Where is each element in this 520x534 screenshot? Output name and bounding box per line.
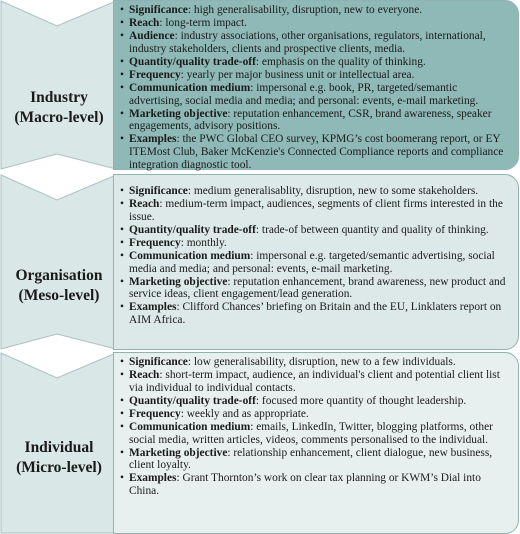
- list-item: • Communication medium: impersonal e.g. book, PR, targeted/semantic advertising, social media and media; and personal: events, e-mail marketing.: [120, 82, 512, 107]
- list-item: • Frequency: monthly.: [120, 237, 512, 250]
- list-item: • Reach: long-term impact.: [120, 17, 512, 30]
- level-name: Individual: [24, 439, 94, 456]
- level-industry: [0, 0, 520, 170]
- attribute-box-organisation: [113, 174, 519, 350]
- level-title-organisation: [0, 266, 118, 306]
- list-item: • Examples: Clifford Chances’ briefing on Britain and the EU, Linklaters report on AIM Africa.: [120, 301, 512, 326]
- level-scope: (Macro-level): [14, 109, 104, 126]
- list-item: • Quantity/quality trade-off: trade-of between quantity and quality of thinking.: [120, 224, 512, 237]
- level-individual: [0, 352, 520, 534]
- attribute-box-individual: [113, 352, 519, 534]
- list-item: • Reach: medium-term impact, audiences, segments of client firms interested in the issue.: [120, 198, 512, 223]
- list-item: • Marketing objective: reputation enhancement, CSR, brand awareness, speaker engagements, advisory positions.: [120, 108, 512, 133]
- attribute-box-industry: [113, 0, 519, 170]
- attribute-list: [120, 185, 512, 327]
- list-item: • Frequency: weekly and as appropriate.: [120, 408, 512, 421]
- list-item: • Audience: industry associations, other organisations, regulators, international, industry stakeholders, clients and prospective clients, media.: [120, 30, 512, 55]
- level-name: Industry: [30, 89, 88, 106]
- list-item: • Quantity/quality trade-off: focused more quantity of thought leadership.: [120, 395, 512, 408]
- list-item: • Quantity/quality trade-off: emphasis on the quality of thinking.: [120, 56, 512, 69]
- list-item: • Significance: medium generalisablity, disruption, new to some stakeholders.: [120, 185, 512, 198]
- chevron-industry: [0, 0, 118, 170]
- list-item: • Reach: short-term impact, audience, an individual's client and potential client list via individual to individual contacts.: [120, 369, 512, 394]
- list-item: • Communication medium: emails, LinkedIn, Twitter, blogging platforms, other social media, written articles, videos, comments personalised to the individual.: [120, 421, 512, 446]
- list-item: • Examples: the PWC Global CEO survey, KPMG’s cost boomerang report, or EY ITEMost Club, Baker McKenzie's Connected Compliance reports and compliance integration diagnostic tool.: [120, 133, 512, 171]
- list-item: • Significance: high generalisability, disruption, new to everyone.: [120, 4, 512, 17]
- list-item: • Communication medium: impersonal e.g. targeted/semantic advertising, social media and media; and personal: events, e-mail marketing.: [120, 250, 512, 275]
- level-name: Organisation: [15, 267, 103, 284]
- list-item: • Marketing objective: relationship enhancement, client dialogue, new business, client loyalty.: [120, 447, 512, 472]
- level-scope: (Meso-level): [18, 287, 100, 304]
- level-scope: (Micro-level): [16, 459, 102, 476]
- chevron-organisation: [0, 174, 118, 350]
- level-title-industry: [0, 88, 118, 128]
- attribute-list: [120, 4, 512, 171]
- list-item: • Significance: low generalisability, disruption, new to a few individuals.: [120, 356, 512, 369]
- list-item: • Examples: Grant Thornton’s work on clear tax planning or KWM’s Dial into China.: [120, 472, 512, 497]
- list-item: • Marketing objective: reputation enhancement, brand awareness, new product and service ideas, client engagement/lead generation.: [120, 276, 512, 301]
- level-title-individual: [0, 438, 118, 478]
- attribute-list: [120, 356, 512, 498]
- level-organisation: [0, 174, 520, 350]
- list-item: • Frequency: yearly per major business unit or intellectual area.: [120, 69, 512, 82]
